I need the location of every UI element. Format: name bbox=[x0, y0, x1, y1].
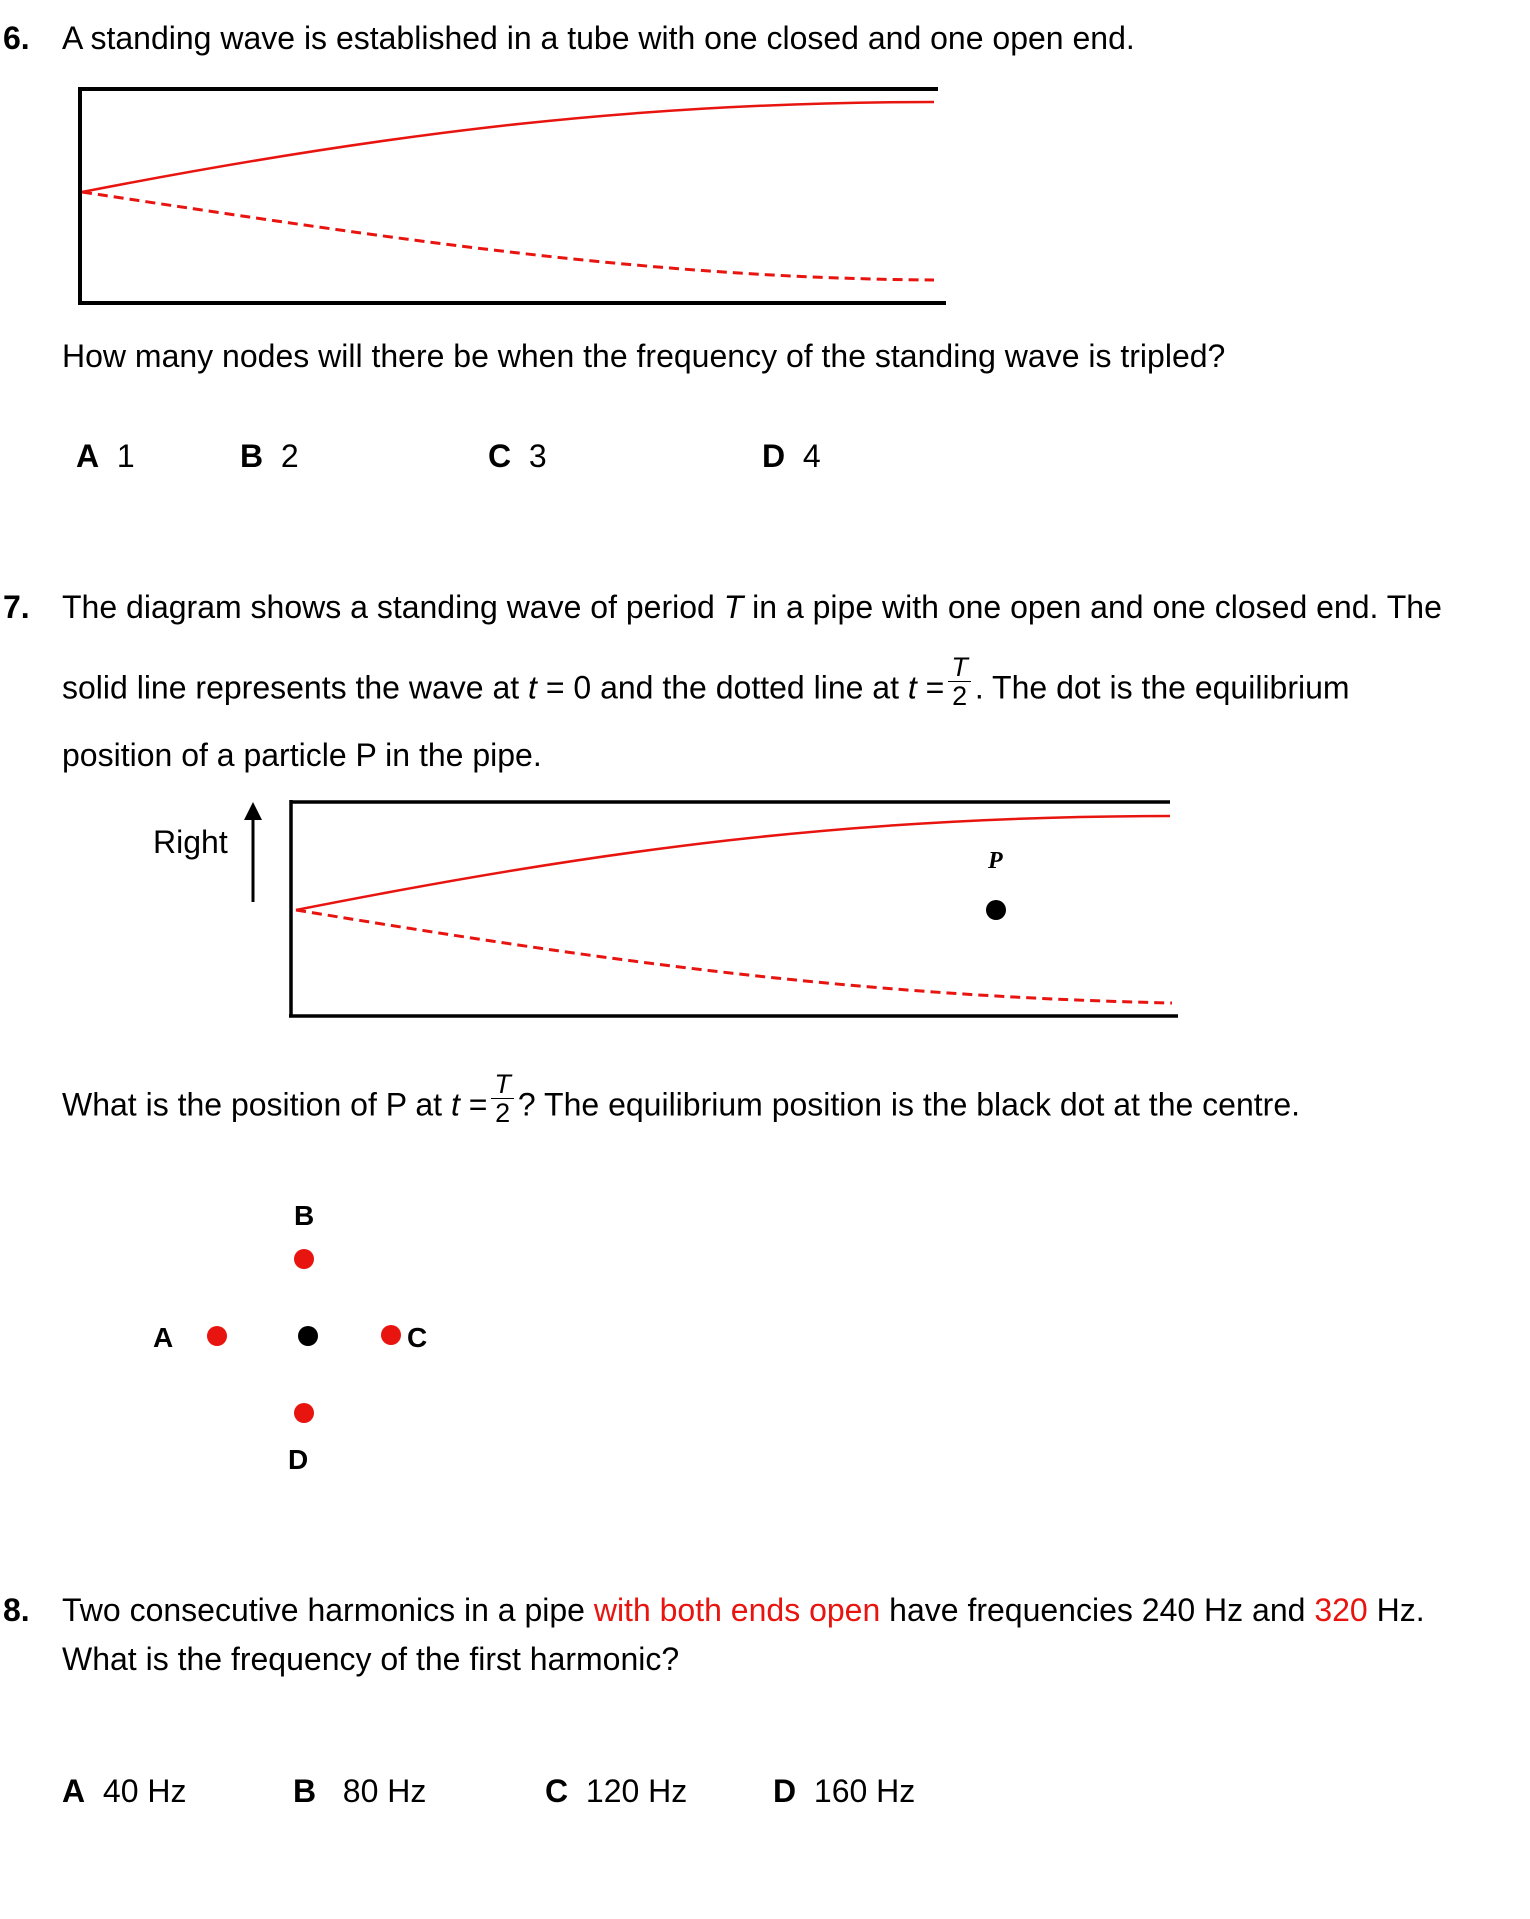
q6-option-a[interactable] bbox=[76, 438, 135, 475]
option-letter: A bbox=[62, 1773, 86, 1809]
q6-wave-dashed bbox=[82, 192, 934, 280]
dot-c[interactable] bbox=[381, 1325, 401, 1345]
dot-a-label: A bbox=[153, 1322, 174, 1353]
text-run: . The dot is the equilibrium bbox=[974, 669, 1350, 706]
q7-number: 7. bbox=[3, 589, 30, 625]
q6-option-d[interactable] bbox=[762, 438, 821, 475]
option-letter: A bbox=[76, 438, 100, 474]
option-value: 1 bbox=[116, 438, 135, 474]
time-symbol: t bbox=[907, 669, 917, 706]
fraction-numerator: T bbox=[948, 653, 971, 682]
q8-option-c[interactable] bbox=[545, 1773, 687, 1810]
text-run: Two consecutive harmonics in a pipe bbox=[62, 1592, 594, 1628]
text-run: = 0 and the dotted line at bbox=[536, 669, 908, 706]
highlighted-text: 320 bbox=[1314, 1592, 1368, 1628]
fraction-denominator: 2 bbox=[495, 1098, 511, 1129]
text-run: What is the position of P at bbox=[62, 1086, 451, 1123]
option-value: 120 Hz bbox=[585, 1773, 688, 1809]
q7-line2 bbox=[62, 652, 1350, 719]
q7-up-arrow-head bbox=[244, 802, 262, 820]
q6-option-c[interactable] bbox=[488, 438, 547, 475]
q7-tube-diagram bbox=[244, 800, 1178, 1017]
dot-b[interactable] bbox=[294, 1249, 314, 1269]
q7-particle-p-label: P bbox=[988, 848, 1003, 874]
dot-c-label: C bbox=[407, 1322, 428, 1353]
q8-number: 8. bbox=[3, 1592, 30, 1628]
q7-wave-solid bbox=[296, 816, 1170, 910]
equals-sign: = bbox=[916, 669, 945, 706]
q8-option-a[interactable] bbox=[62, 1773, 186, 1810]
q7-wave-dashed bbox=[296, 910, 1172, 1003]
dot-d[interactable] bbox=[294, 1403, 314, 1423]
q7-line1 bbox=[62, 589, 1442, 626]
q7-answer-dots bbox=[207, 1249, 401, 1423]
period-symbol: T bbox=[723, 589, 744, 625]
q6-statement: A standing wave is established in a tube with one closed and one open end. bbox=[62, 20, 1135, 56]
option-value: 80 Hz bbox=[342, 1773, 427, 1809]
fraction-numerator: T bbox=[491, 1070, 514, 1099]
q6-tube-diagram bbox=[78, 87, 946, 305]
option-letter: D bbox=[762, 438, 786, 474]
q7-particle-p-dot bbox=[986, 900, 1006, 920]
text-run: in a pipe with one open and one closed end. The bbox=[743, 589, 1442, 625]
fraction-t-over-2 bbox=[948, 653, 971, 711]
option-value: 4 bbox=[802, 438, 821, 474]
q7-question bbox=[62, 1069, 1300, 1136]
q8-line1 bbox=[62, 1592, 1425, 1629]
option-letter: C bbox=[545, 1773, 569, 1809]
equals-sign: = bbox=[459, 1086, 488, 1123]
q7-arrow-label: Right bbox=[153, 824, 228, 860]
option-value: 3 bbox=[528, 438, 547, 474]
q6-option-b[interactable] bbox=[240, 438, 299, 475]
q6-number: 6. bbox=[3, 20, 30, 56]
dot-b-label: B bbox=[294, 1200, 315, 1231]
option-value: 160 Hz bbox=[813, 1773, 916, 1809]
q8-option-b[interactable] bbox=[293, 1773, 426, 1810]
q7-line3: position of a particle P in the pipe. bbox=[62, 737, 542, 773]
option-letter: B bbox=[293, 1773, 317, 1809]
option-value: 40 Hz bbox=[102, 1773, 187, 1809]
text-run: solid line represents the wave at bbox=[62, 669, 529, 706]
q8-line2: What is the frequency of the first harmonic? bbox=[62, 1641, 680, 1677]
q6-question: How many nodes will there be when the frequency of the standing wave is tripled? bbox=[62, 338, 1226, 374]
dot-equilibrium bbox=[298, 1326, 318, 1346]
time-symbol: t bbox=[528, 669, 537, 706]
fraction-denominator: 2 bbox=[952, 681, 968, 712]
fraction-t-over-2 bbox=[491, 1070, 514, 1128]
highlighted-text: with both ends open bbox=[593, 1592, 881, 1628]
q6-wave-solid bbox=[82, 102, 934, 192]
option-letter: D bbox=[773, 1773, 797, 1809]
text-run: ? The equilibrium position is the black dot at the centre. bbox=[517, 1086, 1300, 1123]
text-run: Hz. bbox=[1367, 1592, 1425, 1628]
text-run: The diagram shows a standing wave of period bbox=[62, 589, 724, 625]
option-value: 2 bbox=[280, 438, 299, 474]
time-symbol: t bbox=[450, 1086, 460, 1123]
dot-d-label: D bbox=[288, 1444, 309, 1475]
dot-a[interactable] bbox=[207, 1326, 227, 1346]
q8-option-d[interactable] bbox=[773, 1773, 915, 1810]
option-letter: B bbox=[240, 438, 264, 474]
text-run: have frequencies 240 Hz and bbox=[880, 1592, 1315, 1628]
option-letter: C bbox=[488, 438, 512, 474]
